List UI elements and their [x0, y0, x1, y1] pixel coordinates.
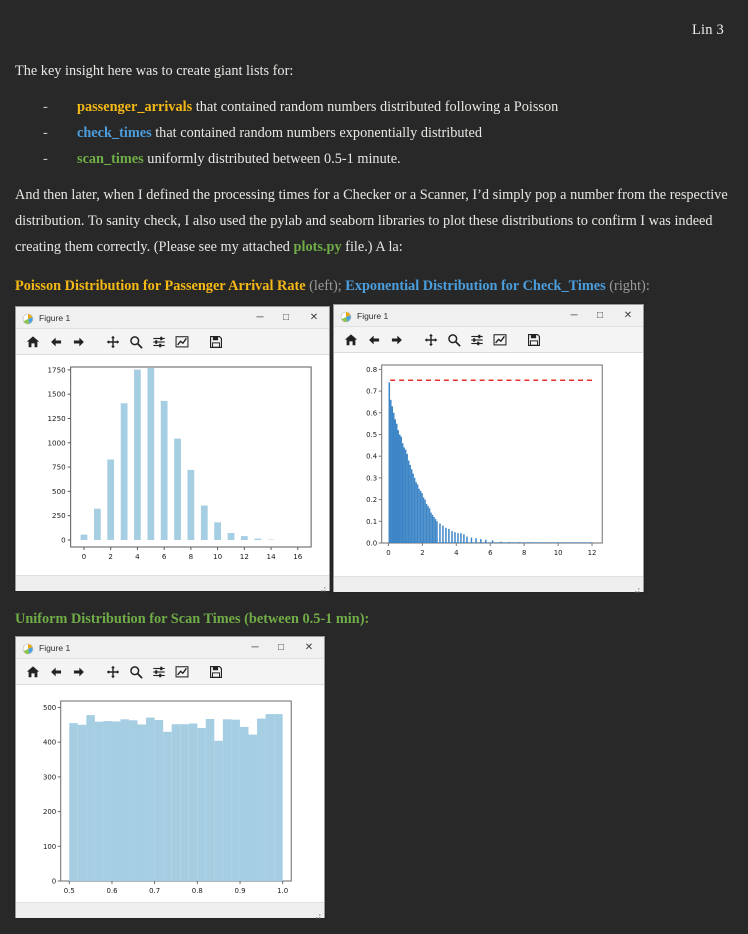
svg-text:200: 200 [42, 808, 57, 817]
pan-move-icon[interactable] [102, 331, 123, 352]
pan-move-icon[interactable] [420, 329, 441, 350]
configure-subplots-icon[interactable] [148, 331, 169, 352]
save-floppy-icon[interactable] [523, 329, 544, 350]
exponential-histogram [334, 353, 643, 576]
paragraph-text-part1: And then later, when I defined the processing times for a Checker or a Scanner, I’d simply pop a number from the respective distribution. To sanity check, I also used the pylab and seaborn libraries to plot these distributions to confirm I was indeed creating them correctly. (Please see my attached [15, 187, 728, 255]
svg-text:4: 4 [135, 551, 140, 562]
configure-subplots-icon[interactable] [466, 329, 487, 350]
maximize-icon[interactable]: □ [277, 642, 285, 653]
list-item-text: uniformly distributed between 0.5-1 minute. [143, 151, 401, 167]
uniform-histogram [16, 685, 324, 902]
window-titlebar[interactable] [16, 307, 329, 329]
window-title: Figure 1 [39, 312, 71, 323]
svg-text:0: 0 [61, 535, 66, 545]
svg-text:1000: 1000 [47, 438, 66, 448]
matplotlib-app-icon [22, 642, 34, 654]
save-floppy-icon[interactable] [205, 331, 226, 352]
keyword-passenger-arrivals: passenger_arrivals [77, 99, 193, 115]
matplotlib-toolbar[interactable] [334, 327, 643, 353]
window-statusbar [334, 576, 643, 592]
svg-text:0.6: 0.6 [366, 409, 378, 418]
minimize-icon[interactable]: ─ [251, 642, 259, 653]
configure-subplots-icon[interactable] [148, 661, 169, 682]
forward-arrow-icon[interactable] [68, 331, 89, 352]
minimize-icon[interactable]: ─ [570, 310, 578, 321]
window-controls [242, 637, 324, 658]
list-item-text: that contained random numbers exponentially distributed [151, 125, 482, 141]
svg-text:100: 100 [42, 842, 57, 851]
svg-text:0.8: 0.8 [191, 886, 203, 896]
caption-seg-for: for [139, 278, 165, 294]
forward-arrow-icon[interactable] [68, 661, 89, 682]
intro-paragraph: The key insight here was to create giant lists for: [15, 63, 294, 79]
svg-text:2: 2 [420, 548, 425, 558]
svg-text:8: 8 [521, 548, 527, 558]
caption-seg-exponential: Exponential Distribution for Check_Times [345, 278, 606, 294]
window-controls [247, 307, 329, 328]
svg-text:0: 0 [51, 877, 57, 886]
resize-grip-icon[interactable] [631, 581, 641, 591]
back-arrow-icon[interactable] [45, 331, 66, 352]
matplotlib-app-icon [22, 312, 34, 324]
caption-seg-arrival-rate: Passenger Arrival Rate [164, 278, 306, 294]
svg-text:0.2: 0.2 [366, 496, 378, 505]
svg-text:0.9: 0.9 [234, 886, 246, 896]
svg-text:6: 6 [488, 548, 493, 558]
window-statusbar [16, 902, 324, 918]
window-title: Figure 1 [39, 642, 71, 653]
svg-text:500: 500 [52, 486, 66, 496]
svg-text:250: 250 [52, 511, 66, 521]
matplotlib-toolbar[interactable] [16, 659, 324, 685]
matplotlib-app-icon [340, 310, 352, 322]
svg-text:1.0: 1.0 [277, 886, 289, 896]
zoom-magnifier-icon[interactable] [125, 661, 146, 682]
svg-text:0.5: 0.5 [366, 430, 378, 440]
svg-text:300: 300 [42, 773, 57, 782]
maximize-icon[interactable]: □ [596, 310, 604, 321]
svg-text:12: 12 [587, 548, 597, 558]
caption-poisson-exponential [15, 274, 733, 298]
plot-canvas-poisson [16, 355, 329, 575]
svg-text:14: 14 [266, 551, 276, 562]
caption-seg-poisson: Poisson Distribution [15, 278, 140, 294]
svg-text:0: 0 [386, 548, 391, 558]
plot-canvas-exponential [334, 353, 643, 576]
caption-uniform: Uniform Distribution for Scan Times (between 0.5-1 min): [15, 611, 370, 627]
svg-text:0: 0 [81, 551, 87, 562]
close-icon[interactable]: ✕ [304, 642, 314, 653]
svg-text:0.3: 0.3 [366, 474, 378, 483]
svg-text:0.6: 0.6 [106, 886, 118, 896]
pan-move-icon[interactable] [102, 661, 123, 682]
paragraph-text-part2: file.) A la: [341, 239, 403, 255]
svg-text:500: 500 [42, 703, 57, 713]
svg-text:750: 750 [52, 462, 66, 472]
bullet-dash: - [43, 151, 48, 167]
caption-seg-left: (left); [305, 278, 346, 294]
svg-text:4: 4 [454, 548, 459, 558]
window-statusbar [16, 575, 329, 591]
home-icon[interactable] [22, 331, 43, 352]
svg-text:10: 10 [213, 551, 223, 562]
svg-text:10: 10 [553, 548, 563, 558]
svg-text:400: 400 [42, 738, 57, 747]
main-paragraph [15, 182, 733, 260]
document-content [15, 58, 733, 306]
window-controls [561, 305, 643, 326]
window-titlebar[interactable] [334, 305, 643, 327]
close-icon[interactable]: ✕ [623, 310, 633, 321]
back-arrow-icon[interactable] [363, 329, 384, 350]
bullet-dash: - [43, 125, 48, 141]
back-arrow-icon[interactable] [45, 661, 66, 682]
list-item [15, 94, 733, 120]
zoom-magnifier-icon[interactable] [443, 329, 464, 350]
poisson-histogram [16, 355, 329, 575]
figure-window-uniform[interactable] [15, 636, 325, 918]
caption-seg-right: (right): [605, 278, 650, 294]
window-titlebar[interactable] [16, 637, 324, 659]
resize-grip-icon[interactable] [312, 907, 322, 917]
keyword-check-times: check_times [77, 125, 152, 141]
list-item-text: that contained random numbers distributed following a Poisson [192, 99, 559, 115]
svg-text:1750: 1750 [47, 365, 66, 375]
svg-text:0.7: 0.7 [149, 886, 161, 896]
svg-text:0.8: 0.8 [366, 365, 378, 374]
svg-text:0.7: 0.7 [366, 387, 378, 396]
home-icon[interactable] [340, 329, 361, 350]
plots-py-link[interactable]: plots.py [293, 239, 342, 255]
keyword-scan-times: scan_times [77, 151, 144, 167]
list-item [15, 146, 733, 172]
save-floppy-icon[interactable] [205, 661, 226, 682]
figure-window-exponential[interactable] [333, 304, 644, 592]
list-item [15, 120, 733, 146]
zoom-magnifier-icon[interactable] [125, 331, 146, 352]
keyword-bullet-list [15, 94, 733, 172]
home-icon[interactable] [22, 661, 43, 682]
edit-axis-curves-icon[interactable] [171, 661, 192, 682]
edit-axis-curves-icon[interactable] [489, 329, 510, 350]
window-title: Figure 1 [357, 310, 389, 321]
maximize-icon[interactable]: □ [282, 312, 290, 323]
svg-text:1250: 1250 [47, 413, 66, 424]
close-icon[interactable]: ✕ [309, 312, 319, 323]
svg-text:6: 6 [161, 551, 167, 562]
minimize-icon[interactable]: ─ [256, 312, 264, 323]
edit-axis-curves-icon[interactable] [171, 331, 192, 352]
svg-text:0.4: 0.4 [366, 452, 378, 461]
svg-text:0.1: 0.1 [366, 517, 378, 526]
svg-text:12: 12 [239, 551, 249, 562]
forward-arrow-icon[interactable] [386, 329, 407, 350]
page-header-label: Lin 3 [691, 22, 724, 38]
svg-text:0.5: 0.5 [63, 886, 75, 896]
bullet-dash: - [43, 99, 48, 115]
svg-text:1500: 1500 [47, 389, 66, 399]
matplotlib-toolbar[interactable] [16, 329, 329, 355]
plot-canvas-uniform [16, 685, 324, 902]
figure-window-poisson[interactable] [15, 306, 330, 591]
resize-grip-icon[interactable] [317, 580, 327, 590]
svg-text:0.0: 0.0 [366, 539, 378, 548]
svg-text:2: 2 [108, 551, 113, 562]
svg-text:16: 16 [293, 551, 303, 562]
svg-text:8: 8 [188, 551, 194, 562]
